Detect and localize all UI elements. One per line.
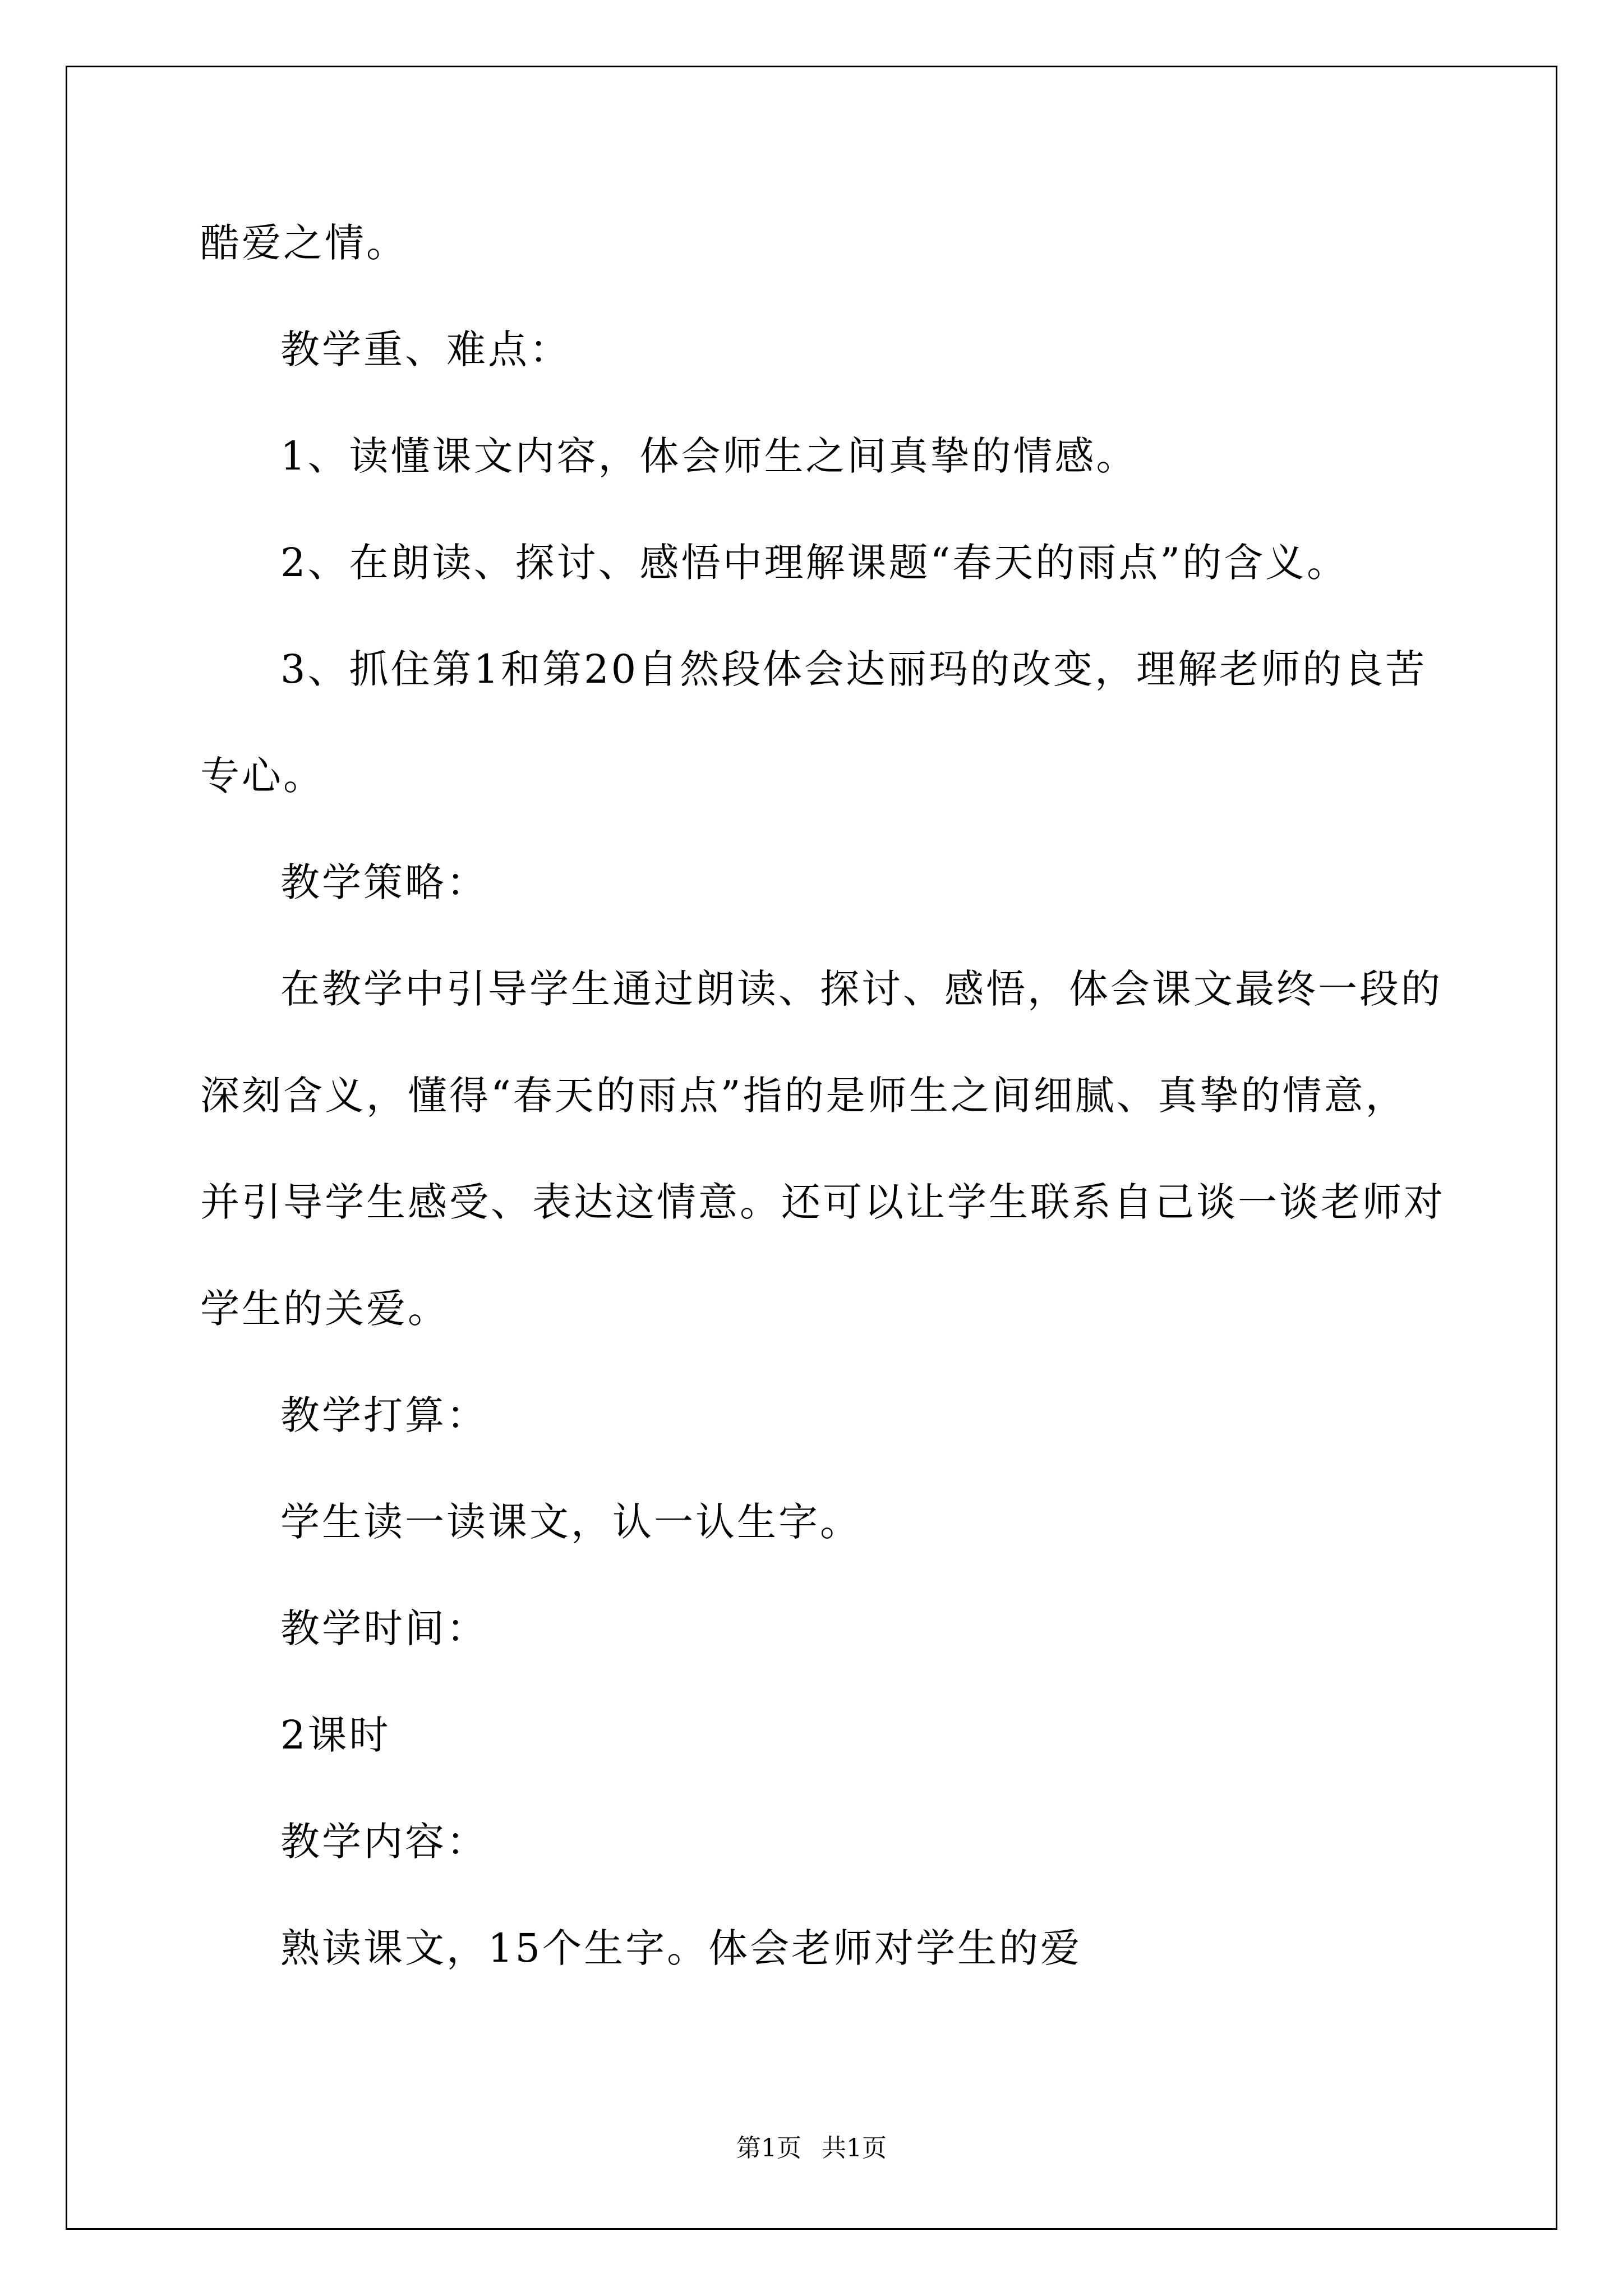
text-line: 酷爱之情。 <box>200 220 408 266</box>
page-footer <box>0 2132 1623 2165</box>
text-line: 3、抓住第1和第20自然段体会达丽玛的改变，理解老师的良苦 <box>280 646 1427 692</box>
section-heading: 教学重、难点： <box>280 326 571 372</box>
section-heading: 教学打算： <box>280 1392 488 1438</box>
section-heading: 教学时间： <box>280 1605 488 1651</box>
text-line: 1、读懂课文内容，体会师生之间真挚的情感。 <box>280 433 1138 479</box>
page-total: 共1页 <box>822 2134 887 2162</box>
text-line: 2课时 <box>280 1712 391 1758</box>
text-line: 在教学中引导学生通过朗读、探讨、感悟，体会课文最终一段的 <box>280 966 1442 1012</box>
text-line: 学生读一读课文，认一认生字。 <box>280 1499 861 1545</box>
page-border <box>66 66 1557 2230</box>
section-heading: 教学策略： <box>280 859 488 905</box>
text-line: 学生的关爱。 <box>200 1286 449 1332</box>
text-line: 2、在朗读、探讨、感悟中理解课题“春天的雨点”的含义。 <box>280 540 1349 586</box>
page-number: 第1页 <box>736 2134 801 2162</box>
text-line: 并引导学生感受、表达这情意。还可以让学生联系自己谈一谈老师对 <box>200 1179 1445 1225</box>
text-line: 熟读课文，15个生字。体会老师对学生的爱 <box>280 1925 1082 1971</box>
text-line: 深刻含义，懂得“春天的雨点”指的是师生之间细腻、真挚的情意， <box>200 1073 1407 1119</box>
section-heading: 教学内容： <box>280 1819 488 1865</box>
text-line: 专心。 <box>200 753 325 799</box>
